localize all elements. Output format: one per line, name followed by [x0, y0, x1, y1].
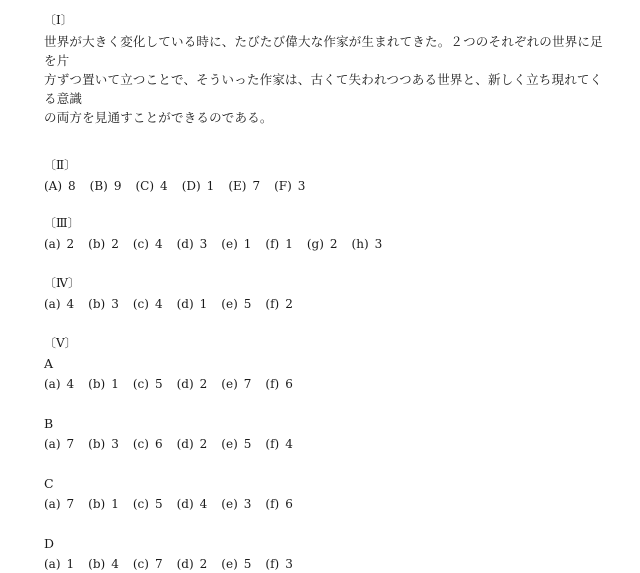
section-4-answers: [44, 295, 624, 313]
answer-item: [352, 235, 383, 253]
answer-item: [177, 375, 208, 393]
section-3: [44, 215, 624, 253]
answer-value: 1: [199, 297, 208, 311]
answer-value: 5: [154, 497, 163, 511]
answer-value: 4: [66, 377, 75, 391]
paragraph-line: の両方を見通すことができるのである。: [44, 110, 273, 125]
answer-item: [88, 295, 119, 313]
answer-item: [88, 495, 119, 513]
answer-value: 5: [154, 377, 163, 391]
answer-item: [88, 375, 119, 393]
answer-item: [228, 177, 260, 195]
section-5-group-b: [44, 415, 624, 453]
answer-value: 2: [199, 377, 208, 391]
answer-value: 2: [329, 237, 338, 251]
answer-value: 7: [154, 557, 163, 571]
answer-label: (f): [265, 437, 280, 451]
paragraph-line: 方ずつ置いて立つことで、そういった作家は、古くて失われつつある世界と、新しく立ち現れてくる意識: [44, 72, 603, 106]
answer-label: (b): [88, 237, 106, 251]
section-2-answers: [44, 177, 624, 195]
section-1-label: 〔Ⅰ〕: [44, 13, 73, 27]
answer-value: 1: [206, 179, 215, 193]
answer-value: 3: [111, 437, 119, 451]
answer-label: (d): [176, 557, 194, 571]
answer-label: (c): [132, 237, 149, 251]
answer-item: [221, 555, 251, 573]
answer-item: [44, 375, 74, 393]
answer-label: (f): [265, 377, 280, 391]
answer-value: 5: [243, 557, 252, 571]
answer-label: (c): [132, 497, 149, 511]
section-3-label: 〔Ⅲ〕: [44, 216, 80, 230]
answer-item: [44, 177, 76, 195]
answer-value: 7: [66, 437, 75, 451]
answer-value: 4: [154, 237, 163, 251]
answer-item: [177, 555, 208, 573]
answer-item: [88, 555, 119, 573]
answer-label: (d): [176, 297, 194, 311]
answer-item: [274, 177, 305, 195]
answer-value: 6: [285, 497, 293, 511]
answer-value: 5: [243, 437, 252, 451]
answer-value: 3: [285, 557, 293, 571]
answer-label: (b): [88, 497, 106, 511]
answer-document: [44, 12, 624, 573]
answer-label: (f): [265, 237, 280, 251]
answer-value: 2: [285, 297, 293, 311]
answer-value: 5: [243, 297, 252, 311]
group-answers: [44, 555, 624, 573]
answer-value: 1: [285, 237, 293, 251]
section-5-group-d: [44, 535, 624, 573]
answer-value: 9: [113, 179, 122, 193]
section-3-answers: [44, 235, 624, 253]
section-1: [44, 12, 624, 127]
answer-label: (d): [176, 377, 194, 391]
answer-label: (b): [88, 377, 106, 391]
answer-item: [133, 295, 163, 313]
answer-value: 3: [111, 297, 119, 311]
answer-value: 3: [297, 179, 306, 193]
section-5-group-c: [44, 475, 624, 513]
answer-label: (f): [265, 557, 280, 571]
answer-label: (c): [132, 557, 149, 571]
answer-value: 8: [68, 179, 76, 193]
section-1-paragraph: [44, 32, 604, 127]
answer-label: (F): [274, 179, 292, 193]
answer-value: 4: [111, 557, 119, 571]
paragraph-line: 世界が大きく変化している時に、たびたび偉大な作家が生まれてきた。２つのそれぞれの世界に足を片: [44, 34, 603, 68]
answer-item: [133, 435, 163, 453]
answer-label: (a): [44, 237, 61, 251]
answer-label: (h): [351, 237, 369, 251]
answer-item: [44, 555, 74, 573]
answer-label: (e): [221, 237, 238, 251]
answer-value: 2: [199, 557, 208, 571]
group-answers: [44, 495, 624, 513]
answer-value: 4: [199, 497, 208, 511]
group-answers: [44, 375, 624, 393]
answer-value: 7: [66, 497, 75, 511]
group-answers: [44, 435, 624, 453]
answer-item: [44, 295, 74, 313]
answer-item: [265, 435, 292, 453]
answer-value: 4: [154, 297, 163, 311]
answer-item: [265, 295, 292, 313]
group-label: A: [44, 356, 54, 371]
answer-item: [265, 375, 292, 393]
answer-label: (a): [44, 297, 61, 311]
answer-label: (b): [88, 297, 106, 311]
answer-label: (e): [221, 437, 238, 451]
answer-value: 2: [111, 237, 119, 251]
answer-value: 4: [285, 437, 293, 451]
answer-value: 7: [243, 377, 252, 391]
answer-label: (a): [44, 377, 61, 391]
answer-label: (A): [44, 179, 63, 193]
group-label: B: [44, 416, 54, 431]
answer-item: [221, 435, 251, 453]
answer-value: 3: [199, 237, 208, 251]
answer-value: 1: [111, 377, 119, 391]
answer-item: [265, 235, 292, 253]
answer-item: [136, 177, 168, 195]
group-label: C: [44, 476, 54, 491]
answer-value: 4: [66, 297, 75, 311]
answer-item: [177, 495, 208, 513]
answer-label: (f): [265, 297, 280, 311]
section-4-label: 〔Ⅳ〕: [44, 276, 80, 290]
answer-value: 1: [66, 557, 75, 571]
answer-item: [221, 495, 251, 513]
answer-item: [44, 435, 74, 453]
answer-label: (b): [88, 557, 106, 571]
answer-label: (e): [221, 297, 238, 311]
answer-item: [221, 235, 251, 253]
answer-item: [177, 435, 208, 453]
answer-value: 2: [199, 437, 208, 451]
answer-item: [133, 375, 163, 393]
answer-label: (e): [221, 377, 238, 391]
answer-label: (g): [306, 237, 324, 251]
answer-item: [44, 495, 74, 513]
section-2-label: 〔Ⅱ〕: [44, 158, 77, 172]
answer-label: (a): [44, 437, 61, 451]
answer-label: (c): [132, 377, 149, 391]
answer-label: (c): [132, 297, 149, 311]
answer-value: 4: [160, 179, 168, 193]
answer-value: 6: [154, 437, 163, 451]
answer-value: 3: [374, 237, 383, 251]
answer-label: (b): [88, 437, 106, 451]
answer-item: [307, 235, 338, 253]
answer-item: [133, 495, 163, 513]
answer-value: 1: [243, 237, 252, 251]
answer-item: [90, 177, 122, 195]
answer-item: [221, 295, 251, 313]
section-4: [44, 275, 624, 313]
section-2: [44, 157, 624, 195]
answer-value: 6: [285, 377, 293, 391]
answer-label: (C): [135, 179, 155, 193]
answer-value: 2: [66, 237, 75, 251]
section-5-label: 〔Ⅴ〕: [44, 336, 77, 350]
group-label: D: [44, 536, 55, 551]
answer-item: [88, 435, 119, 453]
section-5: [44, 335, 624, 573]
answer-label: (d): [176, 437, 194, 451]
answer-item: [221, 375, 251, 393]
answer-label: (e): [221, 497, 238, 511]
answer-label: (f): [265, 497, 280, 511]
answer-label: (B): [89, 179, 108, 193]
answer-item: [182, 177, 215, 195]
answer-label: (a): [44, 497, 61, 511]
answer-item: [265, 495, 292, 513]
answer-value: 1: [111, 497, 119, 511]
answer-value: 7: [252, 179, 261, 193]
answer-label: (c): [132, 437, 149, 451]
answer-item: [177, 235, 208, 253]
answer-value: 3: [243, 497, 252, 511]
section-5-group-a: [44, 355, 624, 393]
answer-label: (a): [44, 557, 61, 571]
answer-item: [265, 555, 292, 573]
answer-item: [88, 235, 119, 253]
answer-item: [133, 235, 163, 253]
answer-label: (D): [181, 179, 201, 193]
answer-label: (d): [176, 237, 194, 251]
answer-item: [177, 295, 208, 313]
answer-label: (d): [176, 497, 194, 511]
answer-label: (e): [221, 557, 238, 571]
answer-label: (E): [228, 179, 247, 193]
answer-item: [133, 555, 163, 573]
answer-item: [44, 235, 74, 253]
